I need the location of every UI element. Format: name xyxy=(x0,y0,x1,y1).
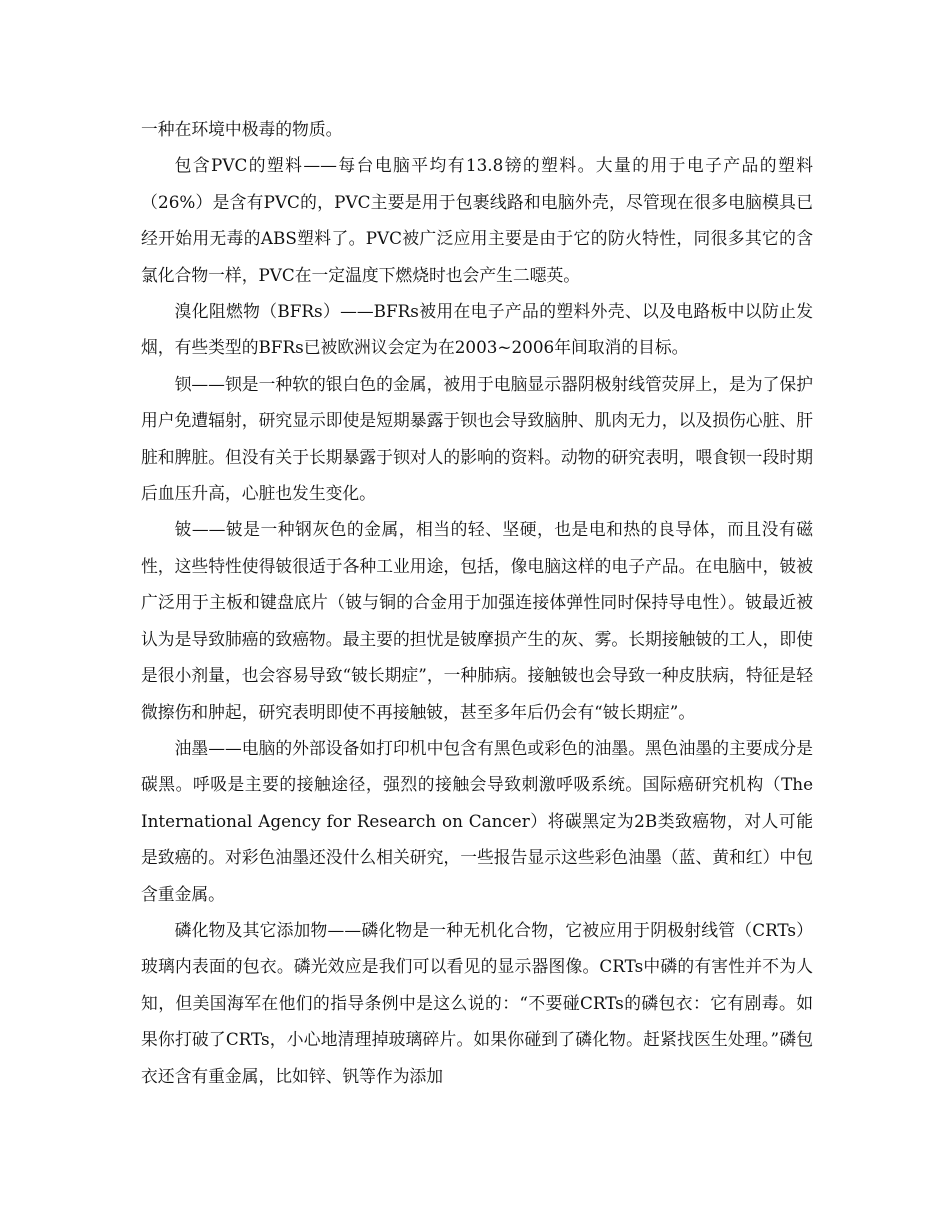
paragraph-beryllium: 铍——铍是一种钢灰色的金属，相当的轻、坚硬，也是电和热的良导体，而且没有磁性，这些特性使得铍很适于各种工业用途，包括，像电脑这样的电子产品。在电脑中，铍被广泛用于主板和键盘底片（铍与铜的合金用于加强连接体弹性同时保持导电性）。铍最近被认为是导致肺癌的致癌物。最主要的担忧是铍摩损产生的灰、雾。长期接触铍的工人，即使是很小剂量，也会容易导致“铍长期症”，一种肺病。接触铍也会导致一种皮肤病，特征是轻微擦伤和肿起，研究表明即使不再接触铍，甚至多年后仍会有“铍长期症”。 xyxy=(141,519,813,722)
document-body xyxy=(141,111,813,1094)
paragraph-barium: 钡——钡是一种软的银白色的金属，被用于电脑显示器阴极射线管荧屏上，是为了保护用户免遭辐射，研究显示即使是短期暴露于钡也会导致脑肿、肌肉无力，以及损伤心脏、肝脏和脾脏。但没有关于长期暴露于钡对人的影响的资料。动物的研究表明，喂食钡一段时期后血压升高，心脏也发生变化。 xyxy=(141,373,813,504)
paragraph-ink: 油墨——电脑的外部设备如打印机中包含有黑色或彩色的油墨。黑色油墨的主要成分是碳黑。呼吸是主要的接触途径，强烈的接触会导致刺激呼吸系统。国际癌研究机构（The International Agency for Research on Cancer）将碳黑定为2B类致癌物，对人可能是致癌的。对彩色油墨还没什么相关研究，一些报告显示这些彩色油墨（蓝、黄和红）中包含重金属。 xyxy=(141,737,813,904)
paragraph-bfrs: 溴化阻燃物（BFRs）——BFRs被用在电子产品的塑料外壳、以及电路板中以防止发烟，有些类型的BFRs已被欧洲议会定为在2003~2006年间取消的目标。 xyxy=(141,301,813,358)
paragraph-continuation: 一种在环境中极毒的物质。 xyxy=(141,119,343,139)
paragraph-pvc-plastics: 包含PVC的塑料——每台电脑平均有13.8镑的塑料。大量的用于电子产品的塑料（26%）是含有PVC的，PVC主要是用于包裹线路和电脑外壳，尽管现在很多电脑模具已经开始用无毒的ABS塑料了。PVC被广泛应用主要是由于它的防火特性，同很多其它的含氯化合物一样，PVC在一定温度下燃烧时也会产生二噁英。 xyxy=(141,155,813,285)
paragraph-phosphor: 磷化物及其它添加物——磷化物是一种无机化合物，它被应用于阴极射线管（CRTs）玻璃内表面的包衣。磷光效应是我们可以看见的显示器图像。CRTs中磷的有害性并不为人知，但美国海军在他们的指导条例中是这么说的：“不要碰CRTs的磷包衣：它有剧毒。如果你打破了CRTs，小心地清理掉玻璃碎片。如果你碰到了磷化物。赶紧找医生处理。”磷包衣还含有重金属，比如锌、钒等作为添加 xyxy=(141,919,813,1086)
